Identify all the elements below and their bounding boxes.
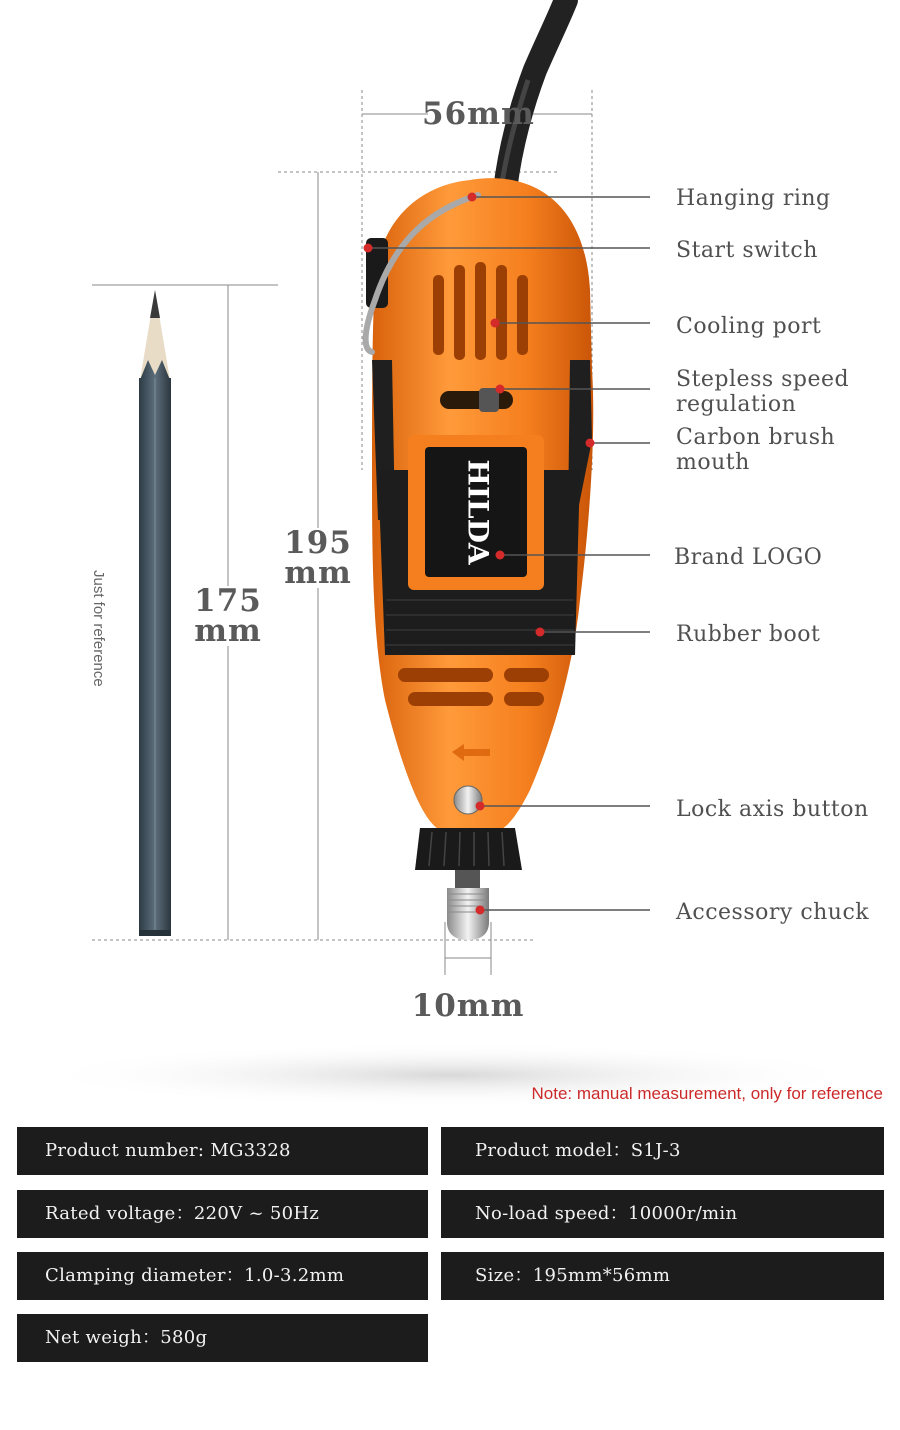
spec-no-load-speed: No-load speed：10000r/min bbox=[441, 1190, 884, 1238]
pencil-dimension-unit: mm bbox=[194, 613, 262, 649]
spec-net-weight: Net weigh：580g bbox=[17, 1314, 428, 1362]
rotary-tool bbox=[366, 178, 594, 940]
callout-start-switch: Start switch bbox=[676, 238, 818, 263]
callout-brand-logo: Brand LOGO bbox=[674, 545, 823, 570]
callout-stepless-speed bbox=[676, 367, 849, 417]
height-dimension-label bbox=[280, 525, 356, 591]
pencil-dimension-value: 175 bbox=[194, 583, 262, 619]
height-dimension-unit: mm bbox=[284, 555, 352, 591]
measurement-note: Note: manual measurement, only for reference bbox=[531, 1084, 883, 1103]
callout-stepless-speed-line2: regulation bbox=[676, 392, 797, 417]
reference-pencil bbox=[139, 290, 171, 936]
height-dimension-value: 195 bbox=[284, 525, 352, 561]
reference-side-note: Just for reference bbox=[90, 570, 107, 687]
callout-carbon-brush-line1: Carbon brush bbox=[676, 425, 836, 450]
callout-lock-axis: Lock axis button bbox=[676, 797, 869, 822]
spec-clamping-diameter: Clamping diameter：1.0-3.2mm bbox=[17, 1252, 428, 1300]
chuck-dimension-label: 10mm bbox=[411, 988, 525, 1024]
width-dimension-label: 56mm bbox=[422, 96, 535, 132]
callout-accessory-chuck: Accessory chuck bbox=[676, 900, 870, 925]
callout-cooling-port: Cooling port bbox=[676, 314, 822, 339]
callout-stepless-speed-line1: Stepless speed bbox=[676, 367, 850, 392]
pencil-dimension-label bbox=[190, 583, 266, 649]
spec-product-model: Product model：S1J-3 bbox=[441, 1127, 884, 1175]
callout-carbon-brush bbox=[676, 425, 835, 475]
spec-rated-voltage: Rated voltage：220V ~ 50Hz bbox=[17, 1190, 428, 1238]
callout-rubber-boot: Rubber boot bbox=[676, 622, 821, 647]
brand-logo-text: HILDA bbox=[461, 459, 495, 565]
callout-hanging-ring: Hanging ring bbox=[676, 186, 831, 211]
callout-carbon-brush-line2: mouth bbox=[676, 450, 750, 475]
spec-product-number: Product number: MG3328 bbox=[17, 1127, 428, 1175]
spec-size: Size：195mm*56mm bbox=[441, 1252, 884, 1300]
